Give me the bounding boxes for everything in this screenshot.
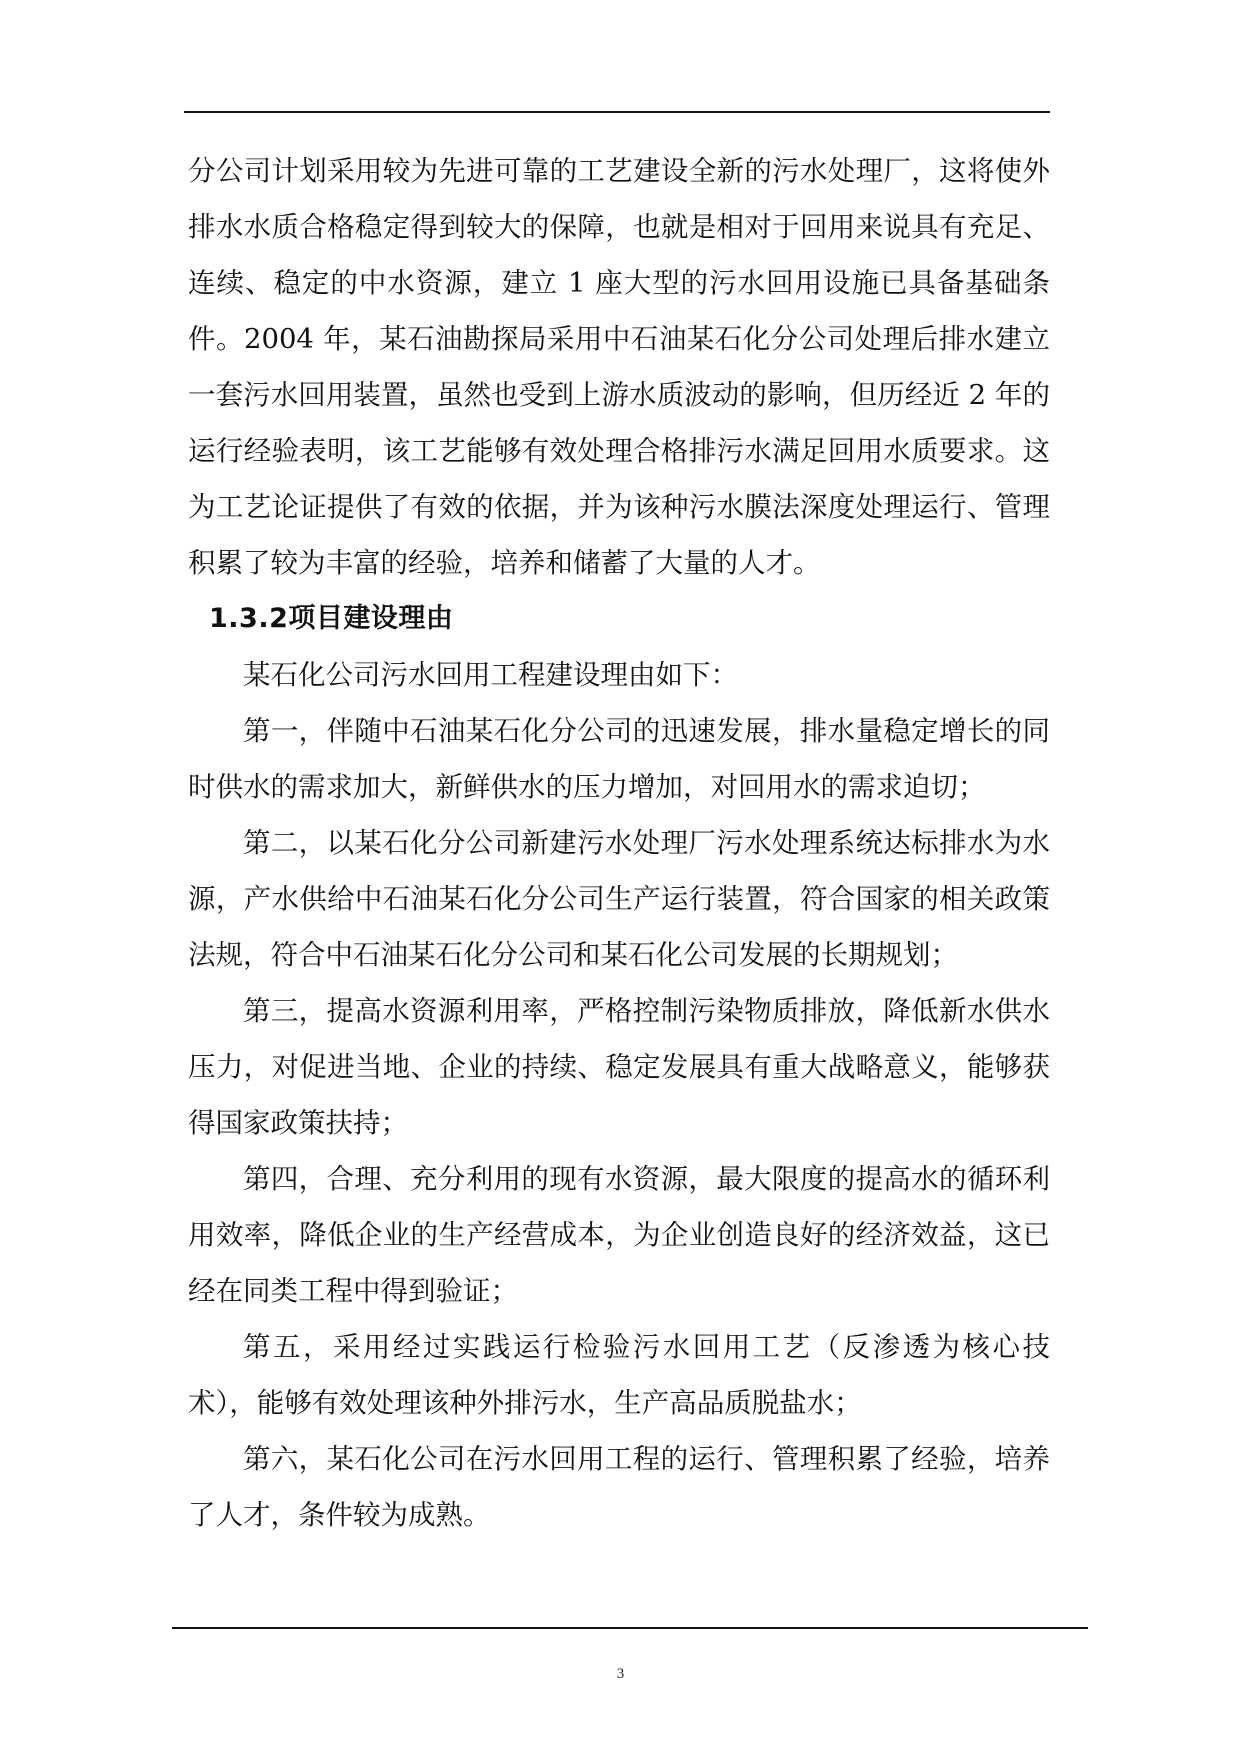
paragraph-reason-1: 第一，伴随中石油某石化分公司的迅速发展，排水量稳定增长的同时供水的需求加大，新鲜供水的压力增加，对回用水的需求迫切；: [188, 715, 1050, 803]
header-rule: [184, 111, 1050, 113]
page-number: 3: [616, 1666, 625, 1682]
section-heading: 1.3.2项目建设理由: [209, 603, 454, 634]
paragraph-reason-6: 第六，某石化公司在污水回用工程的运行、管理积累了经验，培养了人才，条件较为成熟。: [188, 1443, 1050, 1531]
paragraph-reason-4: 第四，合理、充分利用的现有水资源，最大限度的提高水的循环利用效率，降低企业的生产经营成本，为企业创造良好的经济效益，这已经在同类工程中得到验证；: [188, 1163, 1050, 1307]
paragraph-reason-3: 第三，提高水资源利用率，严格控制污染物质排放，降低新水供水压力，对促进当地、企业的持续、稳定发展具有重大战略意义，能够获得国家政策扶持；: [188, 995, 1050, 1139]
paragraph-background: 分公司计划采用较为先进可靠的工艺建设全新的污水处理厂，这将使外排水水质合格稳定得到较大的保障，也就是相对于回用来说具有充足、连续、稳定的中水资源，建立 1 座大型的污水回用设施已具备基础条件。2004 年，某石油勘探局采用中石油某石化分公司处理后排水建立一套污水回用装置，虽然也受到上游水质波动的影响，但历经近 2 年的运行经验表明，该工艺能够有效处理合格排污水满足回用水质要求。这为工艺论证提供了有效的依据，并为该种污水膜法深度处理运行、管理积累了较为丰富的经验，培养和储蓄了大量的人才。: [188, 155, 1050, 579]
paragraph-reason-5: 第五，采用经过实践运行检验污水回用工艺（反渗透为核心技术），能够有效处理该种外排污水，生产高品质脱盐水；: [188, 1331, 1050, 1419]
document-body: [188, 143, 1050, 1543]
paragraph-intro: 某石化公司污水回用工程建设理由如下：: [243, 659, 738, 691]
footer-rule: [172, 1627, 1088, 1629]
paragraph-reason-2: 第二，以某石化分公司新建污水处理厂污水处理系统达标排水为水源，产水供给中石油某石化分公司生产运行装置，符合国家的相关政策法规，符合中石油某石化分公司和某石化公司发展的长期规划；: [188, 827, 1050, 971]
